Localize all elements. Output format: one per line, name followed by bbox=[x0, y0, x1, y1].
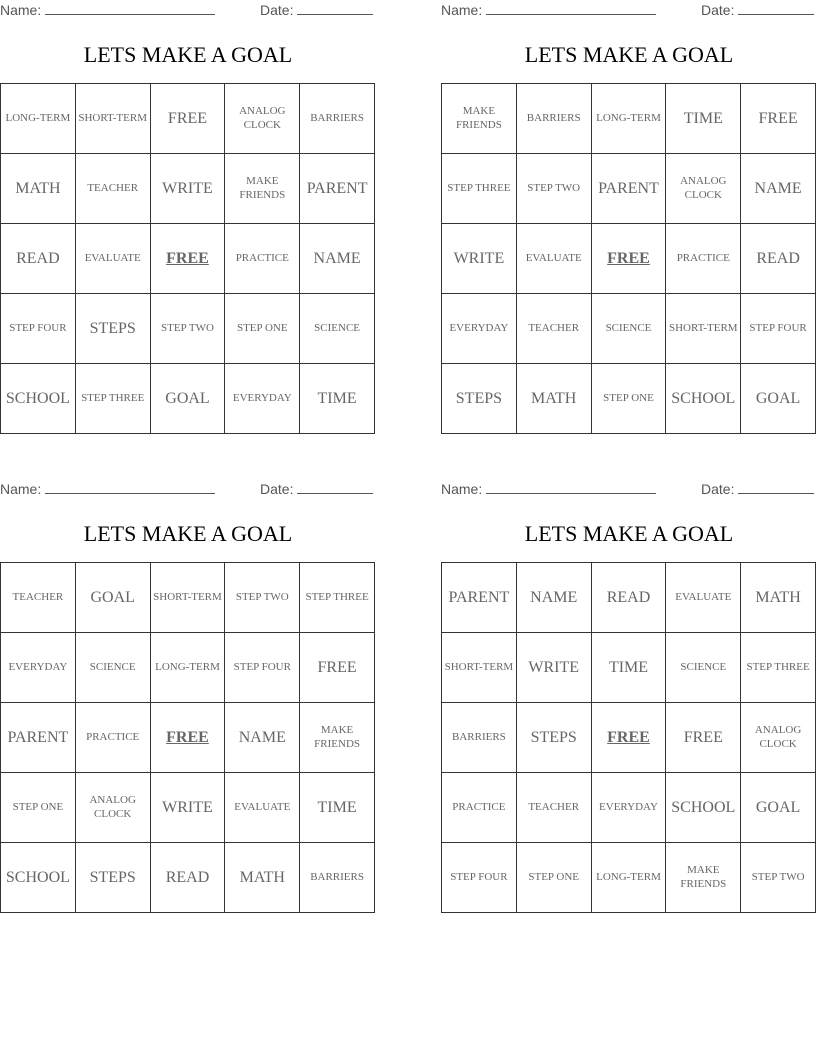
card-header bbox=[0, 2, 376, 20]
bingo-cell: FREE bbox=[741, 84, 816, 154]
bingo-cell: STEP FOUR bbox=[225, 633, 300, 703]
bingo-cell: LONG-TERM bbox=[151, 633, 226, 703]
bingo-cell: STEP THREE bbox=[442, 154, 517, 224]
date-blank-line bbox=[297, 2, 373, 15]
bingo-cell: PRACTICE bbox=[442, 773, 517, 843]
bingo-cell: FREE bbox=[666, 703, 741, 773]
card-title: LETS MAKE A GOAL bbox=[524, 521, 734, 546]
bingo-cell: LONG-TERM bbox=[1, 84, 76, 154]
bingo-cell: STEPS bbox=[517, 703, 592, 773]
bingo-cell: STEP TWO bbox=[225, 563, 300, 633]
date-field bbox=[701, 2, 814, 18]
bingo-cell: PARENT bbox=[1, 703, 76, 773]
bingo-cell: STEP ONE bbox=[592, 364, 667, 434]
bingo-cell: STEP ONE bbox=[1, 773, 76, 843]
bingo-cell: SCHOOL bbox=[666, 773, 741, 843]
date-label: Date: bbox=[701, 2, 735, 18]
bingo-cell: PARENT bbox=[300, 154, 375, 224]
name-label: Name: bbox=[441, 481, 483, 497]
bingo-cell: SHORT-TERM bbox=[151, 563, 226, 633]
bingo-cell: FREE bbox=[151, 84, 226, 154]
bingo-cell: MATH bbox=[225, 843, 300, 913]
bingo-cell: PRACTICE bbox=[225, 224, 300, 294]
bingo-cell: EVALUATE bbox=[666, 563, 741, 633]
card-header bbox=[441, 481, 816, 499]
bingo-cell: TIME bbox=[666, 84, 741, 154]
bingo-cell: SCHOOL bbox=[666, 364, 741, 434]
bingo-cell: BARRIERS bbox=[517, 84, 592, 154]
bingo-cell: PRACTICE bbox=[76, 703, 151, 773]
bingo-grid bbox=[441, 562, 816, 913]
date-label: Date: bbox=[260, 481, 294, 497]
bingo-cell: MAKE FRIENDS bbox=[442, 84, 517, 154]
bingo-cell: SHORT-TERM bbox=[666, 294, 741, 364]
name-field bbox=[441, 481, 656, 497]
bingo-grid bbox=[441, 83, 816, 434]
bingo-cell: NAME bbox=[741, 154, 816, 224]
date-blank-line bbox=[297, 481, 373, 494]
bingo-cell: MAKE FRIENDS bbox=[666, 843, 741, 913]
card-title: LETS MAKE A GOAL bbox=[83, 521, 293, 546]
date-label: Date: bbox=[701, 481, 735, 497]
bingo-cell: EVALUATE bbox=[517, 224, 592, 294]
bingo-grid bbox=[0, 83, 375, 434]
card-title: LETS MAKE A GOAL bbox=[524, 42, 734, 67]
bingo-cell: FREE bbox=[300, 633, 375, 703]
bingo-cell: NAME bbox=[300, 224, 375, 294]
name-field bbox=[0, 2, 215, 18]
name-label: Name: bbox=[441, 2, 483, 18]
bingo-cell: SCIENCE bbox=[300, 294, 375, 364]
date-field bbox=[260, 481, 373, 497]
bingo-cell: SCIENCE bbox=[76, 633, 151, 703]
bingo-cell: STEP TWO bbox=[741, 843, 816, 913]
bingo-cell: MATH bbox=[517, 364, 592, 434]
bingo-cell: BARRIERS bbox=[300, 843, 375, 913]
bingo-cell: TEACHER bbox=[76, 154, 151, 224]
name-blank-line bbox=[45, 2, 215, 15]
bingo-cell: EVALUATE bbox=[76, 224, 151, 294]
bingo-cell: STEP FOUR bbox=[442, 843, 517, 913]
bingo-cell: ANALOG CLOCK bbox=[225, 84, 300, 154]
name-field bbox=[441, 2, 656, 18]
free-space-cell: FREE bbox=[592, 703, 667, 773]
bingo-cell: BARRIERS bbox=[300, 84, 375, 154]
bingo-cell: MAKE FRIENDS bbox=[300, 703, 375, 773]
bingo-card bbox=[441, 479, 816, 919]
bingo-cell: MAKE FRIENDS bbox=[225, 154, 300, 224]
bingo-cell: WRITE bbox=[442, 224, 517, 294]
bingo-cell: STEPS bbox=[442, 364, 517, 434]
bingo-cell: STEP FOUR bbox=[741, 294, 816, 364]
bingo-cell: WRITE bbox=[151, 154, 226, 224]
bingo-cell: TIME bbox=[300, 364, 375, 434]
bingo-cell: TIME bbox=[300, 773, 375, 843]
bingo-cell: ANALOG CLOCK bbox=[666, 154, 741, 224]
name-blank-line bbox=[486, 2, 656, 15]
name-label: Name: bbox=[0, 481, 42, 497]
card-header bbox=[441, 2, 816, 20]
name-blank-line bbox=[45, 481, 215, 494]
bingo-cell: WRITE bbox=[151, 773, 226, 843]
bingo-grid bbox=[0, 562, 375, 913]
bingo-cell: STEP TWO bbox=[151, 294, 226, 364]
bingo-cell: STEPS bbox=[76, 843, 151, 913]
bingo-cell: STEP THREE bbox=[741, 633, 816, 703]
name-label: Name: bbox=[0, 2, 42, 18]
free-space-cell: FREE bbox=[592, 224, 667, 294]
bingo-cell: GOAL bbox=[741, 773, 816, 843]
bingo-cell: MATH bbox=[741, 563, 816, 633]
bingo-cell: GOAL bbox=[741, 364, 816, 434]
name-field bbox=[0, 481, 215, 497]
bingo-cell: EVERYDAY bbox=[442, 294, 517, 364]
bingo-cell: STEP FOUR bbox=[1, 294, 76, 364]
bingo-cell: ANALOG CLOCK bbox=[741, 703, 816, 773]
bingo-cell: SCHOOL bbox=[1, 364, 76, 434]
name-blank-line bbox=[486, 481, 656, 494]
bingo-cell: READ bbox=[151, 843, 226, 913]
bingo-cell: PARENT bbox=[442, 563, 517, 633]
bingo-cell: STEP THREE bbox=[76, 364, 151, 434]
date-blank-line bbox=[738, 2, 814, 15]
bingo-cell: STEP TWO bbox=[517, 154, 592, 224]
bingo-cell: WRITE bbox=[517, 633, 592, 703]
bingo-cell: EVERYDAY bbox=[225, 364, 300, 434]
bingo-cell: GOAL bbox=[151, 364, 226, 434]
bingo-cell: PRACTICE bbox=[666, 224, 741, 294]
bingo-cell: EVALUATE bbox=[225, 773, 300, 843]
bingo-cell: STEP ONE bbox=[225, 294, 300, 364]
bingo-cell: NAME bbox=[517, 563, 592, 633]
bingo-cell: TIME bbox=[592, 633, 667, 703]
bingo-cell: GOAL bbox=[76, 563, 151, 633]
bingo-card bbox=[0, 0, 376, 440]
bingo-cell: STEPS bbox=[76, 294, 151, 364]
bingo-cell: EVERYDAY bbox=[592, 773, 667, 843]
bingo-cell: TEACHER bbox=[517, 294, 592, 364]
bingo-cell: BARRIERS bbox=[442, 703, 517, 773]
bingo-cell: SHORT-TERM bbox=[442, 633, 517, 703]
bingo-cell: NAME bbox=[225, 703, 300, 773]
bingo-cell: STEP THREE bbox=[300, 563, 375, 633]
free-space-cell: FREE bbox=[151, 703, 226, 773]
bingo-cell: READ bbox=[1, 224, 76, 294]
bingo-cell: TEACHER bbox=[1, 563, 76, 633]
bingo-cell: TEACHER bbox=[517, 773, 592, 843]
bingo-cell: SHORT-TERM bbox=[76, 84, 151, 154]
date-field bbox=[260, 2, 373, 18]
bingo-cell: EVERYDAY bbox=[1, 633, 76, 703]
date-field bbox=[701, 481, 814, 497]
bingo-cell: STEP ONE bbox=[517, 843, 592, 913]
bingo-card bbox=[0, 479, 376, 919]
bingo-cell: READ bbox=[741, 224, 816, 294]
bingo-card bbox=[441, 0, 816, 440]
card-title: LETS MAKE A GOAL bbox=[83, 42, 293, 67]
bingo-cell: SCIENCE bbox=[666, 633, 741, 703]
bingo-cell: SCHOOL bbox=[1, 843, 76, 913]
bingo-cell: LONG-TERM bbox=[592, 843, 667, 913]
bingo-cell: MATH bbox=[1, 154, 76, 224]
bingo-cell: PARENT bbox=[592, 154, 667, 224]
date-label: Date: bbox=[260, 2, 294, 18]
bingo-cell: SCIENCE bbox=[592, 294, 667, 364]
bingo-cell: LONG-TERM bbox=[592, 84, 667, 154]
card-header bbox=[0, 481, 376, 499]
bingo-cell: ANALOG CLOCK bbox=[76, 773, 151, 843]
free-space-cell: FREE bbox=[151, 224, 226, 294]
bingo-cell: READ bbox=[592, 563, 667, 633]
date-blank-line bbox=[738, 481, 814, 494]
